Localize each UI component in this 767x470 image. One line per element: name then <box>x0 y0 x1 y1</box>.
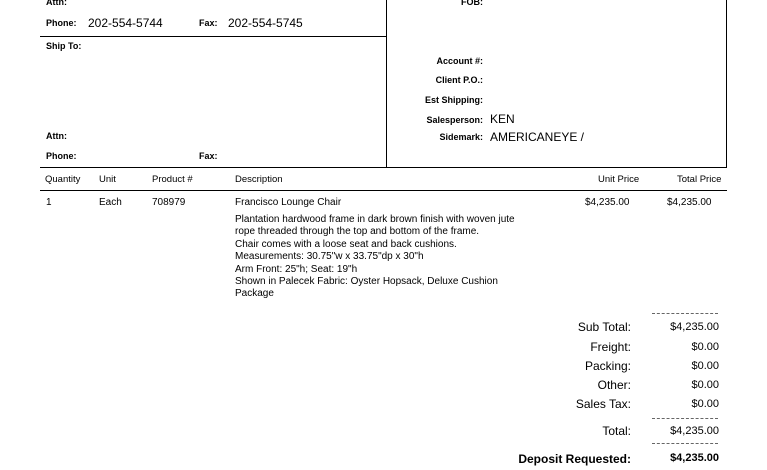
freight-value: $0.00 <box>691 341 719 353</box>
bill-ship-divider <box>40 36 387 37</box>
salesperson-value: KEN <box>490 112 515 126</box>
col-header-unit-price: Unit Price <box>598 174 640 185</box>
right-box-border <box>726 0 727 168</box>
fax-label: Fax: <box>199 18 218 28</box>
total-rule <box>652 418 718 419</box>
col-header-quantity: Quantity <box>45 174 81 185</box>
deposit-rule <box>652 443 718 444</box>
header-box-bottom <box>40 167 727 168</box>
row-product: 708979 <box>152 197 186 208</box>
total-label: Total: <box>602 424 631 438</box>
desc-line: rope threaded through the top and bottom of the frame. <box>235 226 480 238</box>
row-description <box>235 214 565 301</box>
packing-label: Packing: <box>584 359 631 373</box>
phone-value: 202-554-5744 <box>88 16 163 30</box>
table-header-divider <box>40 190 727 191</box>
total-value: $4,235.00 <box>670 425 719 437</box>
desc-line: Chair comes with a loose seat and back cushions. <box>235 238 457 250</box>
col-header-unit: Unit <box>99 174 116 185</box>
desc-line: Measurements: 30.75"w x 33.75"dp x 30"h <box>235 251 424 263</box>
freight-label: Freight: <box>590 340 631 354</box>
subtotal-rule <box>652 313 718 314</box>
packing-value: $0.00 <box>691 360 719 372</box>
desc-line: Package <box>235 288 274 300</box>
deposit-label: Deposit Requested: <box>518 452 631 466</box>
row-unit: Each <box>99 197 122 208</box>
col-header-product: Product # <box>152 174 193 185</box>
ship-fax-label: Fax: <box>199 151 218 161</box>
subtotal-label: Sub Total: <box>577 320 631 334</box>
row-total-price: $4,235.00 <box>667 197 712 208</box>
row-unit-price: $4,235.00 <box>585 197 630 208</box>
salesperson-label: Salesperson: <box>426 115 483 125</box>
sales-tax-value: $0.00 <box>691 398 719 410</box>
attn-label: Attn: <box>46 0 67 7</box>
sidemark-label: Sidemark: <box>439 132 483 142</box>
ship-attn-label: Attn: <box>46 131 67 141</box>
client-po-label: Client P.O.: <box>435 75 483 85</box>
phone-label: Phone: <box>46 18 77 28</box>
fob-label: FOB: <box>461 0 483 7</box>
sales-tax-label: Sales Tax: <box>575 397 631 411</box>
subtotal-value: $4,235.00 <box>670 321 719 333</box>
account-label: Account #: <box>436 56 483 66</box>
row-quantity: 1 <box>46 197 52 208</box>
other-value: $0.00 <box>691 379 719 391</box>
deposit-value: $4,235.00 <box>670 452 719 464</box>
col-header-total-price: Total Price <box>677 174 722 185</box>
row-title: Francisco Lounge Chair <box>235 197 342 208</box>
other-label: Other: <box>597 378 631 392</box>
sidemark-value: AMERICANEYE / <box>490 130 585 144</box>
ship-to-label: Ship To: <box>46 41 82 51</box>
desc-line: Shown in Palecek Fabric: Oyster Hopsack, Deluxe Cushion <box>235 276 498 288</box>
ship-phone-label: Phone: <box>46 151 77 161</box>
desc-line: Plantation hardwood frame in dark brown finish with woven jute <box>235 214 515 225</box>
desc-line: Arm Front: 25"h; Seat: 19"h <box>235 263 358 275</box>
col-header-description: Description <box>235 174 283 185</box>
fax-value: 202-554-5745 <box>228 16 303 30</box>
est-shipping-label: Est Shipping: <box>425 95 483 105</box>
